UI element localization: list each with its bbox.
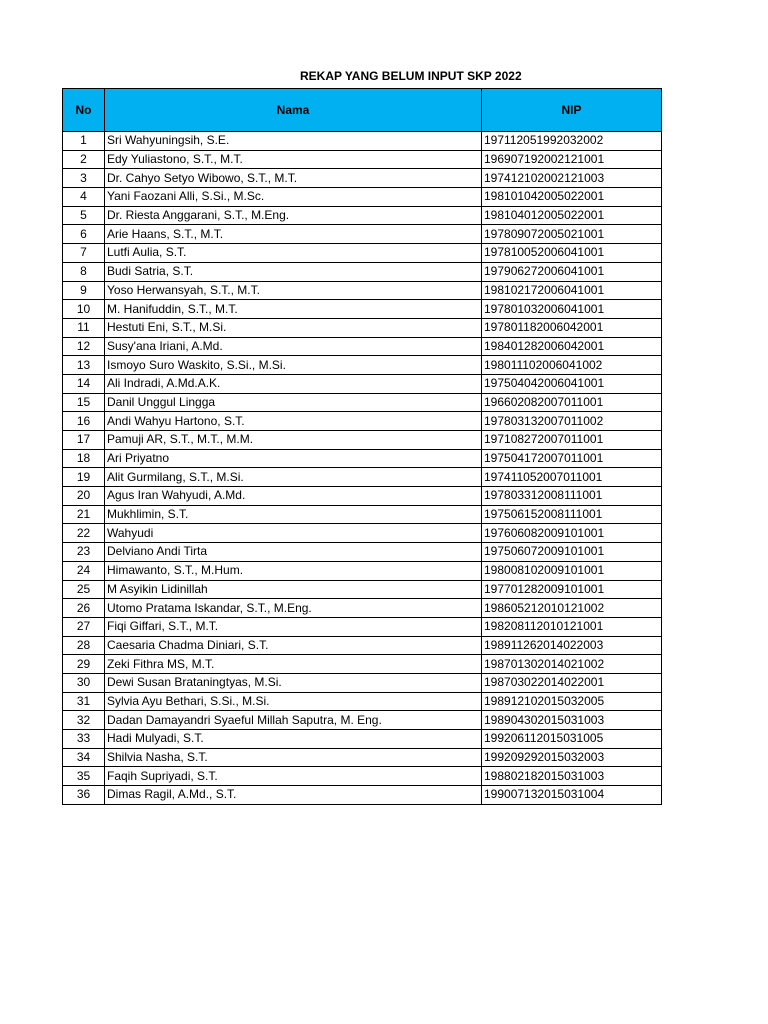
row-number-cell: 29: [63, 655, 105, 674]
nip-cell: 197701282009101001: [482, 580, 662, 599]
nip-cell: 198102172006041001: [482, 281, 662, 300]
nip-cell: 197112051992032002: [482, 132, 662, 151]
name-cell: Ali Indradi, A.Md.A.K.: [105, 374, 482, 393]
name-cell: Hadi Mulyadi, S.T.: [105, 730, 482, 749]
table-row: [63, 767, 662, 786]
nip-cell: 197801182006042001: [482, 318, 662, 337]
nip-cell: 197506152008111001: [482, 505, 662, 524]
nip-cell: 197801032006041001: [482, 300, 662, 319]
table-row: [63, 636, 662, 655]
nip-cell: 198911262014022003: [482, 636, 662, 655]
name-cell: Pamuji AR, S.T., M.T., M.M.: [105, 431, 482, 450]
nip-cell: 198208112010121001: [482, 617, 662, 636]
nip-cell: 198701302014021002: [482, 655, 662, 674]
table-row: [63, 262, 662, 281]
nip-cell: 199007132015031004: [482, 786, 662, 805]
table-row: [63, 150, 662, 169]
name-cell: Dimas Ragil, A.Md., S.T.: [105, 786, 482, 805]
table-row: [63, 786, 662, 805]
name-cell: Ari Priyatno: [105, 449, 482, 468]
name-cell: Yoso Herwansyah, S.T., M.T.: [105, 281, 482, 300]
name-cell: Sylvia Ayu Bethari, S.Si., M.Si.: [105, 692, 482, 711]
table-row: [63, 561, 662, 580]
nip-cell: 197504172007011001: [482, 449, 662, 468]
row-number-cell: 23: [63, 543, 105, 562]
name-cell: Dr. Cahyo Setyo Wibowo, S.T., M.T.: [105, 169, 482, 188]
row-number-cell: 26: [63, 599, 105, 618]
nip-cell: 198904302015031003: [482, 711, 662, 730]
row-number-cell: 4: [63, 188, 105, 207]
name-cell: Zeki Fithra MS, M.T.: [105, 655, 482, 674]
row-number-cell: 20: [63, 487, 105, 506]
row-number-cell: 22: [63, 524, 105, 543]
nip-cell: 198101042005022001: [482, 188, 662, 207]
name-cell: Utomo Pratama Iskandar, S.T., M.Eng.: [105, 599, 482, 618]
row-number-cell: 1: [63, 132, 105, 151]
table-row: [63, 599, 662, 618]
nip-cell: 198912102015032005: [482, 692, 662, 711]
name-cell: Budi Satria, S.T.: [105, 262, 482, 281]
nip-cell: 199209292015032003: [482, 748, 662, 767]
name-cell: Edy Yuliastono, S.T., M.T.: [105, 150, 482, 169]
table-row: [63, 374, 662, 393]
nip-cell: 197803312008111001: [482, 487, 662, 506]
page-title: REKAP YANG BELUM INPUT SKP 2022: [300, 69, 522, 83]
name-cell: Alit Gurmilang, S.T., M.Si.: [105, 468, 482, 487]
name-cell: Wahyudi: [105, 524, 482, 543]
table-row: [63, 449, 662, 468]
row-number-cell: 7: [63, 244, 105, 263]
name-cell: Dr. Riesta Anggarani, S.T., M.Eng.: [105, 206, 482, 225]
name-cell: Danil Unggul Lingga: [105, 393, 482, 412]
table-row: [63, 337, 662, 356]
table-row: [63, 543, 662, 562]
name-cell: Dadan Damayandri Syaeful Millah Saputra, M. Eng.: [105, 711, 482, 730]
row-number-cell: 24: [63, 561, 105, 580]
table-row: [63, 673, 662, 692]
row-number-cell: 35: [63, 767, 105, 786]
row-number-cell: 8: [63, 262, 105, 281]
name-cell: Shilvia Nasha, S.T.: [105, 748, 482, 767]
column-header-no: No: [63, 89, 105, 132]
nip-cell: 197108272007011001: [482, 431, 662, 450]
table-row: [63, 132, 662, 151]
table-row: [63, 318, 662, 337]
table-row: [63, 412, 662, 431]
name-cell: Dewi Susan Brataningtyas, M.Si.: [105, 673, 482, 692]
table-row: [63, 169, 662, 188]
name-cell: Ismoyo Suro Waskito, S.Si., M.Si.: [105, 356, 482, 375]
table-row: [63, 300, 662, 319]
table-row: [63, 244, 662, 263]
name-cell: Delviano Andi Tirta: [105, 543, 482, 562]
nip-cell: 196602082007011001: [482, 393, 662, 412]
nip-cell: 197606082009101001: [482, 524, 662, 543]
name-cell: Sri Wahyuningsih, S.E.: [105, 132, 482, 151]
table-row: [63, 393, 662, 412]
row-number-cell: 17: [63, 431, 105, 450]
row-number-cell: 3: [63, 169, 105, 188]
nip-cell: 197810052006041001: [482, 244, 662, 263]
table-row: [63, 692, 662, 711]
nip-cell: 197504042006041001: [482, 374, 662, 393]
name-cell: Susy'ana Iriani, A.Md.: [105, 337, 482, 356]
nip-cell: 197809072005021001: [482, 225, 662, 244]
table-row: [63, 655, 662, 674]
row-number-cell: 18: [63, 449, 105, 468]
name-cell: Agus Iran Wahyudi, A.Md.: [105, 487, 482, 506]
name-cell: Lutfi Aulia, S.T.: [105, 244, 482, 263]
name-cell: M Asyikin Lidinillah: [105, 580, 482, 599]
name-cell: Himawanto, S.T., M.Hum.: [105, 561, 482, 580]
row-number-cell: 14: [63, 374, 105, 393]
row-number-cell: 28: [63, 636, 105, 655]
table-row: [63, 487, 662, 506]
name-cell: Yani Faozani Alli, S.Si., M.Sc.: [105, 188, 482, 207]
row-number-cell: 27: [63, 617, 105, 636]
row-number-cell: 31: [63, 692, 105, 711]
row-number-cell: 11: [63, 318, 105, 337]
row-number-cell: 10: [63, 300, 105, 319]
column-header-nip: NIP: [482, 89, 662, 132]
table-row: [63, 730, 662, 749]
row-number-cell: 21: [63, 505, 105, 524]
nip-cell: 197906272006041001: [482, 262, 662, 281]
row-number-cell: 32: [63, 711, 105, 730]
nip-cell: 197412102002121003: [482, 169, 662, 188]
name-cell: Hestuti Eni, S.T., M.Si.: [105, 318, 482, 337]
row-number-cell: 12: [63, 337, 105, 356]
table-row: [63, 431, 662, 450]
row-number-cell: 9: [63, 281, 105, 300]
row-number-cell: 34: [63, 748, 105, 767]
name-cell: Mukhlimin, S.T.: [105, 505, 482, 524]
row-number-cell: 2: [63, 150, 105, 169]
nip-cell: 197506072009101001: [482, 543, 662, 562]
nip-cell: 198008102009101001: [482, 561, 662, 580]
table-row: [63, 281, 662, 300]
nip-cell: 198401282006042001: [482, 337, 662, 356]
row-number-cell: 15: [63, 393, 105, 412]
nip-cell: 198802182015031003: [482, 767, 662, 786]
name-cell: Faqih Supriyadi, S.T.: [105, 767, 482, 786]
table-row: [63, 468, 662, 487]
column-header-nama: Nama: [105, 89, 482, 132]
row-number-cell: 6: [63, 225, 105, 244]
data-table: [62, 88, 662, 805]
nip-cell: 197803132007011002: [482, 412, 662, 431]
table-header-row: [63, 89, 662, 132]
row-number-cell: 16: [63, 412, 105, 431]
name-cell: M. Hanifuddin, S.T., M.T.: [105, 300, 482, 319]
table-row: [63, 225, 662, 244]
name-cell: Arie Haans, S.T., M.T.: [105, 225, 482, 244]
table-row: [63, 188, 662, 207]
row-number-cell: 25: [63, 580, 105, 599]
nip-cell: 196907192002121001: [482, 150, 662, 169]
nip-cell: 198605212010121002: [482, 599, 662, 618]
table-row: [63, 711, 662, 730]
row-number-cell: 13: [63, 356, 105, 375]
row-number-cell: 36: [63, 786, 105, 805]
table-row: [63, 580, 662, 599]
table-row: [63, 748, 662, 767]
table-body: [63, 132, 662, 805]
name-cell: Caesaria Chadma Diniari, S.T.: [105, 636, 482, 655]
row-number-cell: 5: [63, 206, 105, 225]
row-number-cell: 30: [63, 673, 105, 692]
nip-cell: 198703022014022001: [482, 673, 662, 692]
nip-cell: 198011102006041002: [482, 356, 662, 375]
nip-cell: 197411052007011001: [482, 468, 662, 487]
row-number-cell: 33: [63, 730, 105, 749]
row-number-cell: 19: [63, 468, 105, 487]
nip-cell: 198104012005022001: [482, 206, 662, 225]
table-row: [63, 206, 662, 225]
table-row: [63, 356, 662, 375]
table-row: [63, 524, 662, 543]
nip-cell: 199206112015031005: [482, 730, 662, 749]
table-row: [63, 617, 662, 636]
table-row: [63, 505, 662, 524]
name-cell: Andi Wahyu Hartono, S.T.: [105, 412, 482, 431]
name-cell: Fiqi Giffari, S.T., M.T.: [105, 617, 482, 636]
